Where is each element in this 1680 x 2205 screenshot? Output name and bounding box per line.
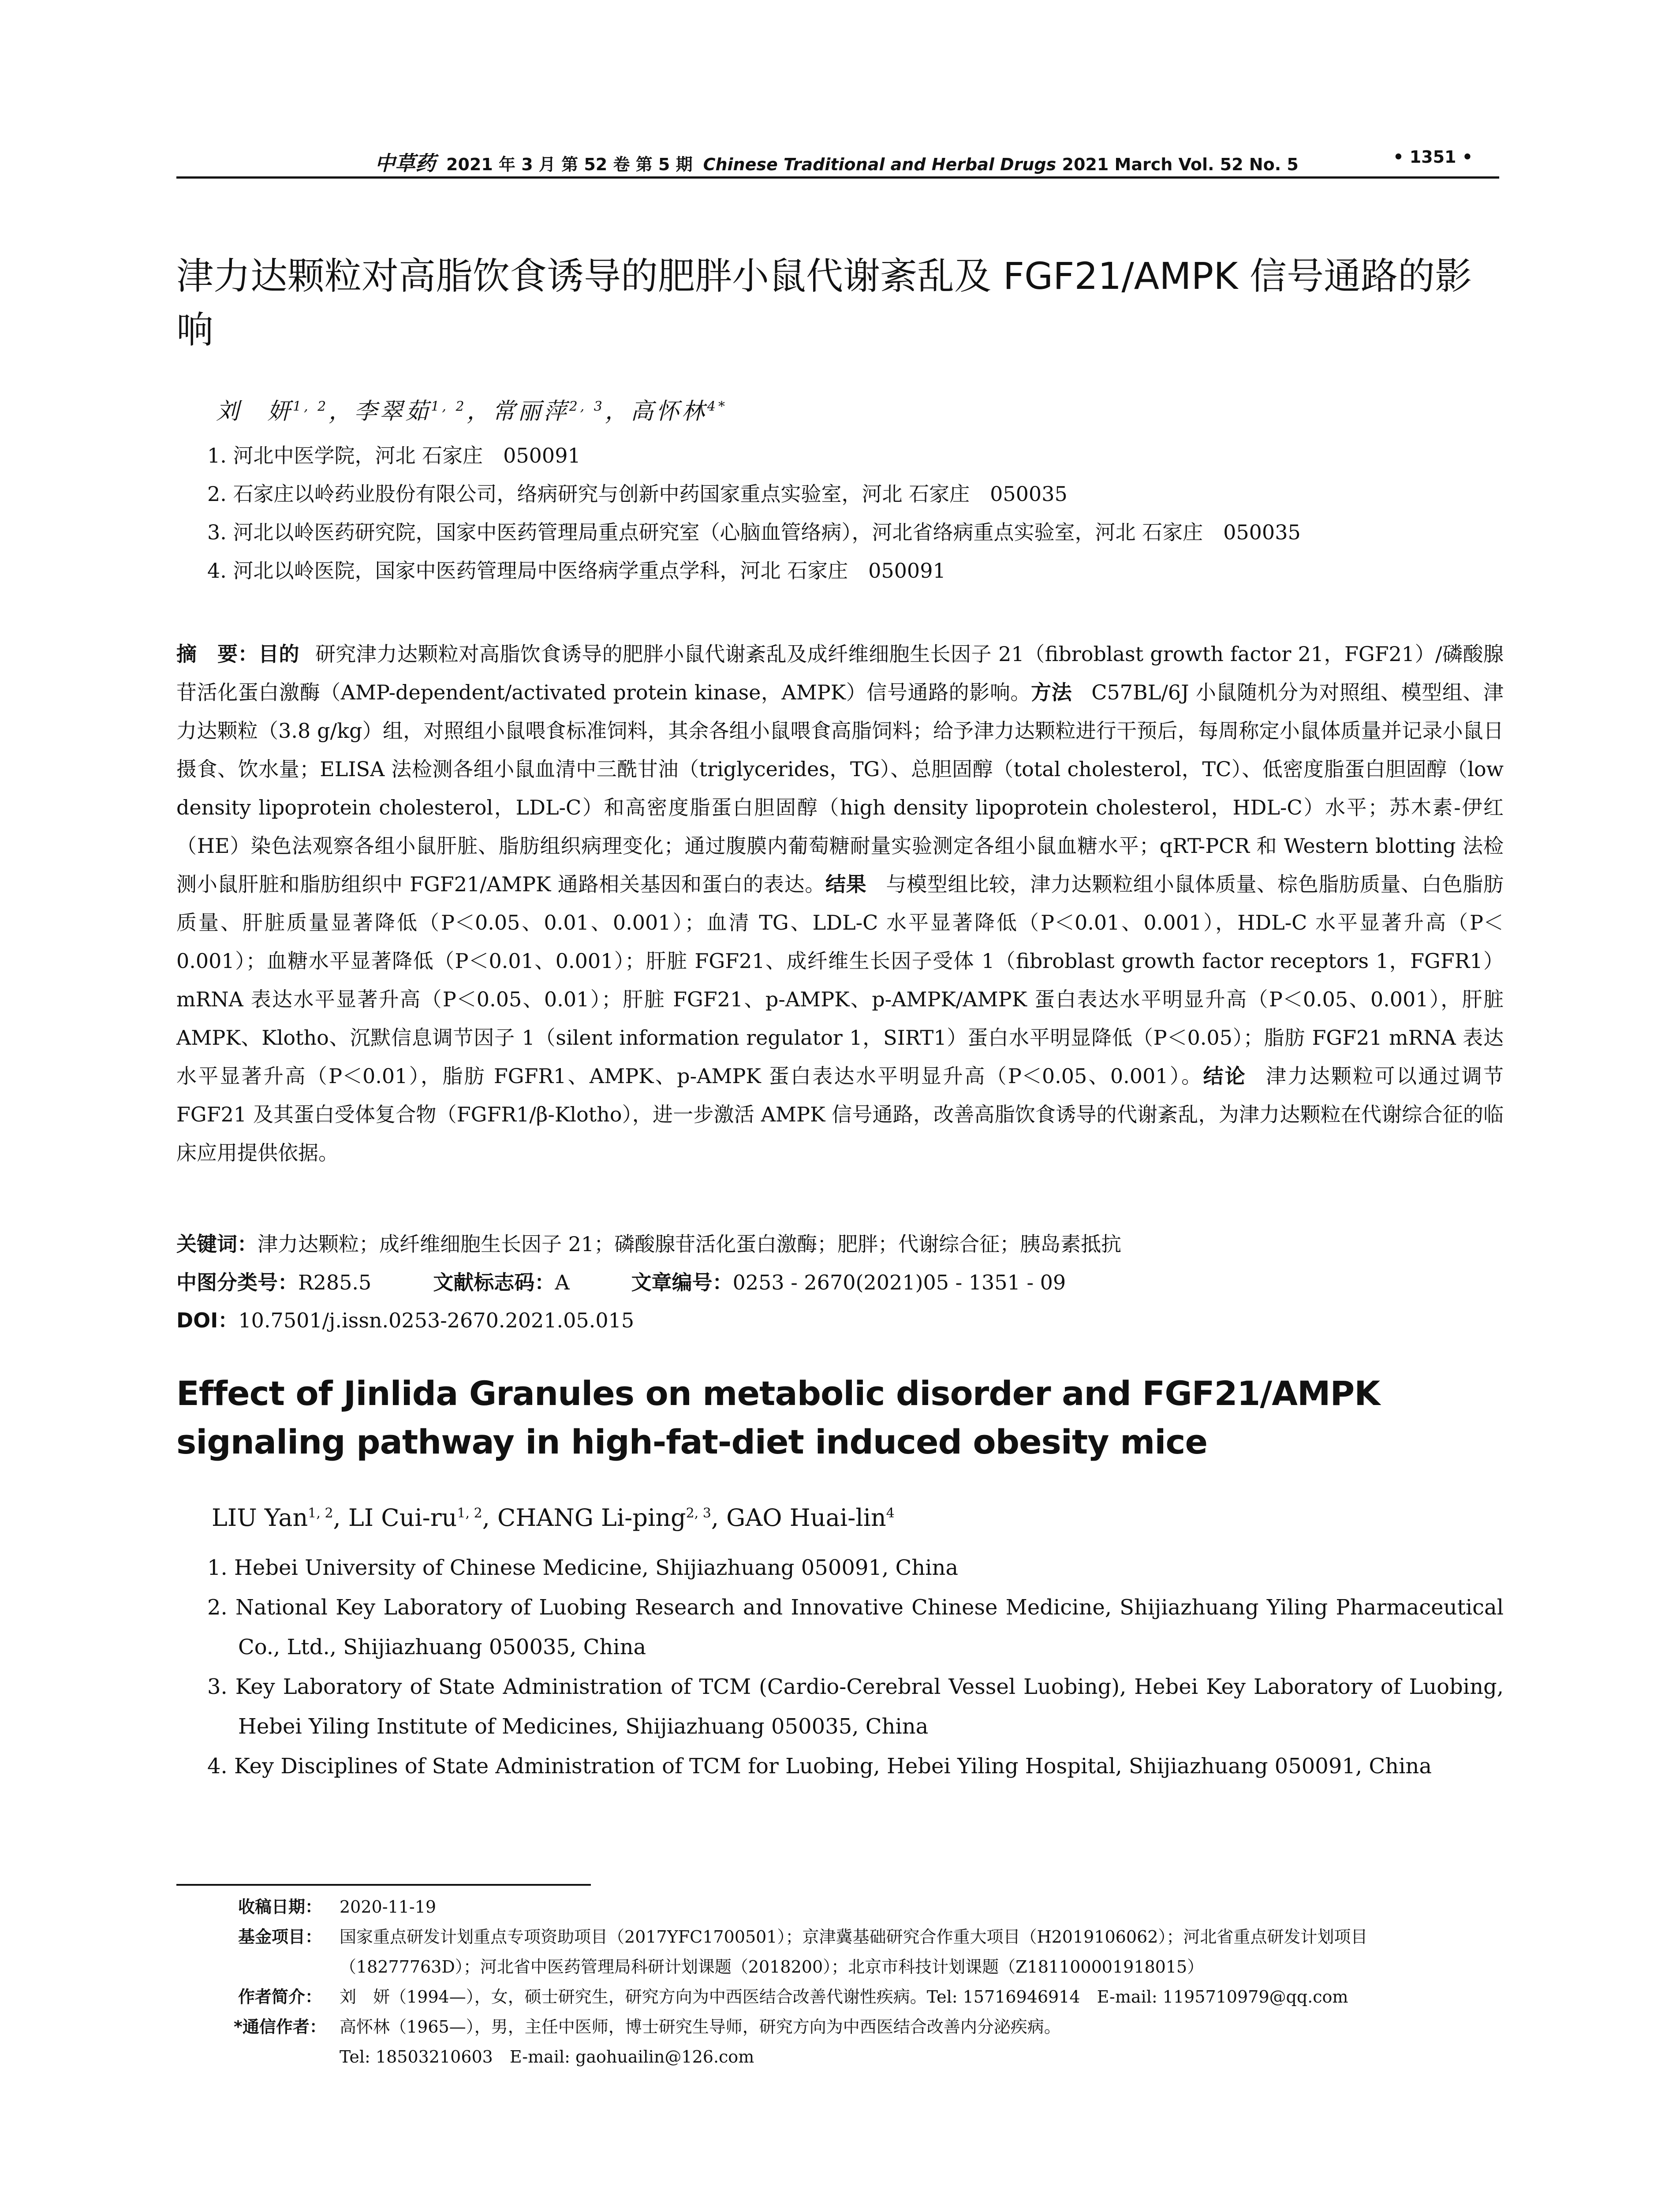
issue-en: 2021 March Vol. 52 No. 5	[1062, 155, 1299, 174]
keywords-line	[176, 1228, 1121, 1257]
author-affiliation-mark: 1, 2	[431, 399, 467, 415]
doi-label: DOI：	[176, 1308, 239, 1332]
author-name: LIU Yan	[212, 1504, 308, 1532]
received-date: 2020-11-19	[340, 1897, 437, 1917]
author-affiliation-mark: 2, 3	[686, 1506, 711, 1521]
running-header	[176, 141, 1499, 179]
footnotes	[234, 1892, 1508, 2072]
author-separator: ,	[711, 1504, 727, 1532]
objective-text: 研究津力达颗粒对高脂饮食诱导的肥胖小鼠代谢紊乱及成纤维细胞生长因子 21（fibroblast growth factor 21，FGF21）/磷酸腺苷活化蛋白激酶（AMP-dependent/activated protein kinase，AMPK）信号通路的影响。	[176, 642, 1504, 704]
author-affiliation-mark: 2, 3	[569, 399, 605, 415]
author-separator: ，	[467, 398, 493, 425]
author-affiliation-mark: 1, 2	[457, 1506, 482, 1521]
fund-label: 基金项目：	[238, 1927, 322, 1947]
author-affiliation-mark: 4	[886, 1506, 895, 1521]
author-affiliation-mark: 1, 2	[293, 399, 329, 415]
author-name: 常丽萍	[492, 398, 569, 425]
doi-value: 10.7501/j.issn.0253-2670.2021.05.015	[238, 1308, 635, 1332]
corresponding-label: *通信作者：	[234, 2017, 326, 2037]
affiliation-item: 1. Hebei University of Chinese Medicine, Shijiazhuang 050091, China	[207, 1555, 959, 1580]
corresponding-text: 高怀林（1965—），男，主任中医师，博士研究生导师，研究方向为中西医结合改善内分泌疾病。	[340, 2017, 1061, 2037]
affiliation-item: 4. Key Disciplines of State Administration of TCM for Luobing, Hebei Yiling Hospital, Shijiazhuang 050091, China	[207, 1754, 1432, 1779]
page-number: • 1351 •	[1393, 147, 1473, 167]
author-separator: ,	[333, 1504, 348, 1532]
author-name: LI Cui-ru	[348, 1504, 457, 1532]
affiliation-item: 2. National Key Laboratory of Luobing Research and Innovative Chinese Medicine, Shijiazhuang Yiling Pharmaceutical Co., Ltd., Shijiazhuang 050035, China	[207, 1595, 1504, 1659]
author-separator: ,	[482, 1504, 498, 1532]
keywords-label: 关键词：	[176, 1232, 258, 1256]
footnote-corresponding	[234, 2012, 1508, 2072]
affiliation-item: 3. 河北以岭医药研究院，国家中医药管理局重点研究室（心脑血管络病），河北省络病重点实验室，河北 石家庄 050035	[207, 520, 1301, 544]
footnote-received	[238, 1892, 1508, 1922]
author-separator: ，	[329, 398, 355, 425]
author-list-cn	[216, 392, 728, 426]
doc-code-value: A	[555, 1271, 570, 1294]
footnote-fund	[238, 1922, 1508, 1982]
author-separator: ，	[605, 398, 631, 425]
author-affiliation-mark: 4*	[707, 399, 728, 415]
author-name: 李翠茹	[354, 398, 431, 425]
bio-label: 作者简介：	[238, 1987, 322, 2007]
doi-line	[176, 1304, 634, 1334]
affiliation-item: 2. 石家庄以岭药业股份有限公司，络病研究与创新中药国家重点实验室，河北 石家庄 050035	[207, 482, 1068, 506]
clc-label: 中图分类号：	[176, 1271, 298, 1294]
methods-text: C57BL/6J 小鼠随机分为对照组、模型组、津力达颗粒（3.8 g/kg）组，对照组小鼠喂食标准饲料，其余各组小鼠喂食高脂饲料；给予津力达颗粒进行干预后，每周称定小鼠体质量并记录小鼠日摄食、饮水量；ELISA 法检测各组小鼠血清中三酰甘油（triglycerides，TG）、总胆固醇（total cholesterol，TC）、低密度脂蛋白胆固醇（low density lipoprotein cholesterol，LDL-C）和高密度脂蛋白胆固醇（high density lipoprotein cholesterol，HDL-C）水平；苏木素-伊红（HE）染色法观察各组小鼠肝脏、脂肪组织病理变化；通过腹膜内葡萄糖耐量实验测定各组小鼠血糖水平；qRT-PCR 和 Western blotting 法检测小鼠肝脏和脂肪组织中 FGF21/AMPK 通路相关基因和蛋白的表达。	[176, 680, 1504, 896]
received-label: 收稿日期：	[238, 1897, 322, 1917]
affiliation-list-en	[207, 1548, 1504, 1786]
footnote-author-bio	[238, 1982, 1508, 2012]
article-title-en: Effect of Jinlida Granules on metabolic disorder and FGF21/AMPK signaling pathway in high-fat-diet induced obesity mice	[176, 1374, 1380, 1461]
clc-value: R285.5	[298, 1271, 372, 1294]
conclusion-label: 结论	[1203, 1064, 1247, 1088]
author-affiliation-mark: 1, 2	[308, 1506, 333, 1521]
author-name: GAO Huai-lin	[726, 1504, 886, 1532]
affiliation-item: 3. Key Laboratory of State Administration of TCM (Cardio-Cerebral Vessel Luobing), Hebei Key Laboratory of Luobing, Hebei Yiling Institute of Medicines, Shijiazhuang 050035, China	[207, 1674, 1504, 1739]
author-list-en	[212, 1504, 895, 1532]
corresponding-contact: Tel: 18503210603 E-mail: gaohuailin@126.com	[340, 2047, 754, 2067]
journal-name-cn: 中草药	[375, 151, 436, 175]
footnote-divider	[176, 1884, 591, 1886]
journal-name-en: Chinese Traditional and Herbal Drugs	[703, 155, 1057, 174]
affiliation-item: 4. 河北以岭医院，国家中医药管理局中医络病学重点学科，河北 石家庄 050091	[207, 559, 946, 583]
author-name: 高怀林	[630, 398, 707, 425]
objective-label: 目的	[258, 642, 299, 666]
issue-cn: 2021 年 3 月 第 52 卷 第 5 期	[446, 155, 693, 174]
affiliation-list-cn	[207, 437, 1301, 590]
bio-text: 刘 妍（1994—），女，硕士研究生，研究方向为中西医结合改善代谢性疾病。Tel: 15716946914 E-mail: 1195710979@qq.com	[340, 1987, 1348, 2007]
keywords-text: 津力达颗粒；成纤维细胞生长因子 21；磷酸腺苷活化蛋白激酶；肥胖；代谢综合征；胰岛素抵抗	[258, 1232, 1122, 1256]
doc-code-label: 文献标志码：	[433, 1271, 555, 1294]
results-text: 与模型组比较，津力达颗粒组小鼠体质量、棕色脂肪质量、白色脂肪质量、肝脏质量显著降低（P＜0.05、0.01、0.001）；血清 TG、LDL-C 水平显著降低（P＜0.01、0.001），HDL-C 水平显著升高（P＜0.001）；血糖水平显著降低（P＜0.01、0.001）；肝脏 FGF21、成纤维生长因子受体 1（fibroblast growth factor receptors 1，FGFR1）mRNA 表达水平显著升高（P＜0.05、0.01）；肝脏 FGF21、p-AMPK、p-AMPK/AMPK 蛋白表达水平明显升高（P＜0.05、0.001），肝脏 AMPK、Klotho、沉默信息调节因子 1（silent information regulator 1，SIRT1）蛋白水平明显降低（P＜0.05）；脂肪 FGF21 mRNA 表达水平显著升高（P＜0.01），脂肪 FGFR1、AMPK、p-AMPK 蛋白表达水平明显升高（P＜0.05、0.001）。	[176, 872, 1504, 1088]
abstract-label: 摘 要：	[176, 642, 258, 666]
article-no-label: 文章编号：	[631, 1271, 733, 1294]
conclusion-text: 津力达颗粒可以通过调节 FGF21 及其蛋白受体复合物（FGFR1/β-Klotho），进一步激活 AMPK 信号通路，改善高脂饮食诱导的代谢紊乱，为津力达颗粒在代谢综合征的临床应用提供依据。	[176, 1064, 1504, 1165]
classification-line	[176, 1267, 1066, 1296]
fund-text: 国家重点研发计划重点专项资助项目（2017YFC1700501）；京津冀基础研究合作重大项目（H2019106062）；河北省重点研发计划项目（18277763D）；河北省中医药管理局科研计划课题（2018200）；北京市科技计划课题（Z181100001918015）	[340, 1927, 1368, 1977]
article-no-value: 0253 - 2670(2021)05 - 1351 - 09	[732, 1271, 1066, 1294]
article-title-cn: 津力达颗粒对高脂饮食诱导的肥胖小鼠代谢紊乱及 FGF21/AMPK 信号通路的影响	[176, 254, 1472, 351]
results-label: 结果	[825, 872, 867, 896]
journal-info	[375, 147, 1299, 176]
abstract-cn	[176, 635, 1504, 1172]
methods-label: 方法	[1031, 680, 1072, 704]
affiliation-item: 1. 河北中医学院，河北 石家庄 050091	[207, 444, 581, 467]
author-name: CHANG Li-ping	[497, 1504, 686, 1532]
author-name: 刘 妍	[216, 398, 293, 425]
